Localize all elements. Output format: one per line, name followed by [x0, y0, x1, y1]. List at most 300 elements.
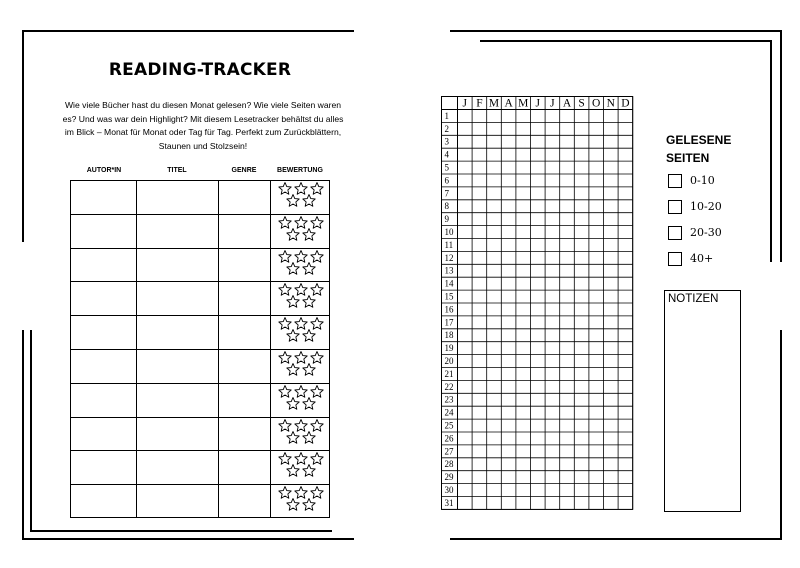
star-icon[interactable]	[303, 330, 315, 342]
tracker-cell[interactable]	[516, 187, 531, 200]
tracker-cell[interactable]	[574, 200, 589, 213]
tracker-cell[interactable]	[589, 497, 604, 510]
tracker-cell[interactable]	[472, 419, 487, 432]
tracker-cell[interactable]	[516, 200, 531, 213]
tracker-cell[interactable]	[589, 329, 604, 342]
tracker-cell[interactable]	[472, 393, 487, 406]
star-icon[interactable]	[303, 499, 315, 511]
tracker-cell[interactable]	[472, 368, 487, 381]
tracker-cell[interactable]	[574, 187, 589, 200]
tracker-cell[interactable]	[560, 200, 575, 213]
tracker-cell[interactable]	[516, 471, 531, 484]
tracker-cell[interactable]	[458, 290, 473, 303]
tracker-cell[interactable]	[545, 368, 560, 381]
tracker-cell[interactable]	[545, 226, 560, 239]
tracker-cell[interactable]	[618, 226, 633, 239]
tracker-cell[interactable]	[458, 355, 473, 368]
tracker-cell[interactable]	[487, 303, 502, 316]
rating-stars[interactable]	[277, 351, 325, 381]
tracker-cell[interactable]	[501, 419, 516, 432]
notes-box[interactable]	[664, 290, 741, 512]
tracker-cell[interactable]	[589, 290, 604, 303]
tracker-cell[interactable]	[501, 122, 516, 135]
tracker-cell[interactable]	[487, 264, 502, 277]
star-icon[interactable]	[303, 432, 315, 444]
tracker-cell[interactable]	[604, 187, 619, 200]
tracker-cell[interactable]	[560, 406, 575, 419]
star-icon[interactable]	[295, 183, 307, 195]
tracker-cell[interactable]	[501, 239, 516, 252]
tracker-cell[interactable]	[574, 380, 589, 393]
tracker-cell[interactable]	[531, 406, 546, 419]
legend-checkbox[interactable]	[668, 174, 682, 188]
tracker-cell[interactable]	[531, 484, 546, 497]
tracker-cell[interactable]	[604, 432, 619, 445]
tracker-cell[interactable]	[589, 432, 604, 445]
tracker-cell[interactable]	[487, 368, 502, 381]
tracker-cell[interactable]	[560, 174, 575, 187]
tracker-cell[interactable]	[604, 290, 619, 303]
tracker-cell[interactable]	[618, 200, 633, 213]
tracker-cell[interactable]	[501, 484, 516, 497]
tracker-cell[interactable]	[560, 122, 575, 135]
tracker-cell[interactable]	[574, 368, 589, 381]
tracker-cell[interactable]	[604, 251, 619, 264]
tracker-cell[interactable]	[516, 226, 531, 239]
tracker-cell[interactable]	[531, 226, 546, 239]
tracker-cell[interactable]	[545, 290, 560, 303]
tracker-cell[interactable]	[560, 251, 575, 264]
tracker-cell[interactable]	[458, 161, 473, 174]
tracker-cell[interactable]	[604, 277, 619, 290]
tracker-cell[interactable]	[458, 380, 473, 393]
legend-checkbox[interactable]	[668, 252, 682, 266]
tracker-cell[interactable]	[487, 380, 502, 393]
tracker-cell[interactable]	[472, 342, 487, 355]
tracker-cell[interactable]	[516, 445, 531, 458]
tracker-cell[interactable]	[458, 213, 473, 226]
tracker-cell[interactable]	[487, 406, 502, 419]
tracker-cell[interactable]	[458, 419, 473, 432]
tracker-cell[interactable]	[516, 380, 531, 393]
tracker-cell[interactable]	[574, 277, 589, 290]
tracker-cell[interactable]	[458, 277, 473, 290]
tracker-cell[interactable]	[501, 277, 516, 290]
tracker-cell[interactable]	[560, 148, 575, 161]
tracker-cell[interactable]	[618, 148, 633, 161]
tracker-cell[interactable]	[531, 342, 546, 355]
tracker-cell[interactable]	[560, 213, 575, 226]
tracker-cell[interactable]	[531, 122, 546, 135]
tracker-cell[interactable]	[516, 355, 531, 368]
tracker-cell[interactable]	[472, 122, 487, 135]
tracker-cell[interactable]	[516, 135, 531, 148]
tracker-cell[interactable]	[487, 471, 502, 484]
tracker-cell[interactable]	[589, 316, 604, 329]
tracker-cell[interactable]	[604, 445, 619, 458]
tracker-cell[interactable]	[531, 393, 546, 406]
tracker-cell[interactable]	[531, 497, 546, 510]
tracker-cell[interactable]	[458, 316, 473, 329]
tracker-cell[interactable]	[487, 226, 502, 239]
tracker-cell[interactable]	[560, 471, 575, 484]
tracker-cell[interactable]	[618, 122, 633, 135]
tracker-cell[interactable]	[501, 148, 516, 161]
tracker-cell[interactable]	[574, 497, 589, 510]
tracker-cell[interactable]	[560, 316, 575, 329]
tracker-cell[interactable]	[560, 290, 575, 303]
tracker-cell[interactable]	[501, 316, 516, 329]
tracker-cell[interactable]	[531, 316, 546, 329]
tracker-cell[interactable]	[545, 355, 560, 368]
star-icon[interactable]	[287, 296, 299, 308]
tracker-cell[interactable]	[604, 329, 619, 342]
tracker-cell[interactable]	[574, 148, 589, 161]
tracker-cell[interactable]	[589, 226, 604, 239]
tracker-cell[interactable]	[589, 187, 604, 200]
tracker-cell[interactable]	[545, 471, 560, 484]
tracker-cell[interactable]	[531, 161, 546, 174]
tracker-cell[interactable]	[501, 329, 516, 342]
tracker-cell[interactable]	[487, 290, 502, 303]
tracker-cell[interactable]	[560, 303, 575, 316]
tracker-cell[interactable]	[458, 484, 473, 497]
tracker-cell[interactable]	[472, 445, 487, 458]
rating-stars[interactable]	[277, 283, 325, 313]
star-icon[interactable]	[311, 284, 323, 296]
tracker-cell[interactable]	[618, 161, 633, 174]
tracker-cell[interactable]	[618, 497, 633, 510]
tracker-cell[interactable]	[458, 458, 473, 471]
tracker-cell[interactable]	[501, 174, 516, 187]
tracker-cell[interactable]	[501, 432, 516, 445]
tracker-cell[interactable]	[501, 342, 516, 355]
tracker-cell[interactable]	[472, 290, 487, 303]
tracker-cell[interactable]	[516, 484, 531, 497]
tracker-cell[interactable]	[604, 239, 619, 252]
tracker-cell[interactable]	[604, 393, 619, 406]
star-icon[interactable]	[295, 487, 307, 499]
tracker-cell[interactable]	[458, 368, 473, 381]
star-icon[interactable]	[303, 296, 315, 308]
tracker-cell[interactable]	[560, 419, 575, 432]
star-icon[interactable]	[295, 251, 307, 263]
star-icon[interactable]	[311, 251, 323, 263]
star-icon[interactable]	[303, 364, 315, 376]
tracker-cell[interactable]	[531, 355, 546, 368]
star-icon[interactable]	[311, 352, 323, 364]
tracker-cell[interactable]	[589, 122, 604, 135]
tracker-cell[interactable]	[458, 239, 473, 252]
tracker-cell[interactable]	[604, 406, 619, 419]
tracker-cell[interactable]	[487, 355, 502, 368]
tracker-cell[interactable]	[516, 174, 531, 187]
star-icon[interactable]	[303, 398, 315, 410]
star-icon[interactable]	[287, 499, 299, 511]
tracker-cell[interactable]	[545, 239, 560, 252]
tracker-cell[interactable]	[589, 342, 604, 355]
tracker-cell[interactable]	[560, 110, 575, 123]
tracker-cell[interactable]	[472, 355, 487, 368]
tracker-cell[interactable]	[574, 329, 589, 342]
tracker-cell[interactable]	[531, 239, 546, 252]
tracker-cell[interactable]	[472, 432, 487, 445]
tracker-cell[interactable]	[516, 290, 531, 303]
tracker-cell[interactable]	[516, 148, 531, 161]
tracker-cell[interactable]	[589, 303, 604, 316]
tracker-cell[interactable]	[501, 226, 516, 239]
tracker-cell[interactable]	[458, 264, 473, 277]
tracker-cell[interactable]	[501, 368, 516, 381]
tracker-cell[interactable]	[618, 380, 633, 393]
tracker-cell[interactable]	[531, 380, 546, 393]
tracker-cell[interactable]	[516, 406, 531, 419]
tracker-cell[interactable]	[501, 445, 516, 458]
tracker-cell[interactable]	[604, 355, 619, 368]
tracker-cell[interactable]	[604, 303, 619, 316]
tracker-cell[interactable]	[618, 329, 633, 342]
tracker-cell[interactable]	[487, 251, 502, 264]
tracker-cell[interactable]	[589, 174, 604, 187]
tracker-cell[interactable]	[618, 355, 633, 368]
tracker-cell[interactable]	[487, 484, 502, 497]
tracker-cell[interactable]	[531, 419, 546, 432]
tracker-cell[interactable]	[574, 135, 589, 148]
tracker-cell[interactable]	[545, 174, 560, 187]
star-icon[interactable]	[279, 183, 291, 195]
tracker-cell[interactable]	[560, 239, 575, 252]
tracker-cell[interactable]	[516, 110, 531, 123]
tracker-cell[interactable]	[560, 135, 575, 148]
tracker-cell[interactable]	[574, 432, 589, 445]
star-icon[interactable]	[279, 284, 291, 296]
tracker-cell[interactable]	[560, 497, 575, 510]
tracker-cell[interactable]	[560, 342, 575, 355]
tracker-cell[interactable]	[516, 342, 531, 355]
tracker-cell[interactable]	[589, 251, 604, 264]
tracker-cell[interactable]	[560, 458, 575, 471]
tracker-cell[interactable]	[545, 213, 560, 226]
tracker-cell[interactable]	[618, 393, 633, 406]
tracker-cell[interactable]	[487, 174, 502, 187]
tracker-cell[interactable]	[458, 445, 473, 458]
tracker-cell[interactable]	[501, 471, 516, 484]
tracker-cell[interactable]	[545, 303, 560, 316]
tracker-cell[interactable]	[604, 174, 619, 187]
tracker-cell[interactable]	[487, 187, 502, 200]
tracker-cell[interactable]	[516, 122, 531, 135]
tracker-cell[interactable]	[574, 355, 589, 368]
tracker-cell[interactable]	[501, 135, 516, 148]
tracker-cell[interactable]	[589, 148, 604, 161]
tracker-cell[interactable]	[589, 458, 604, 471]
tracker-cell[interactable]	[472, 264, 487, 277]
tracker-cell[interactable]	[531, 303, 546, 316]
tracker-cell[interactable]	[487, 135, 502, 148]
tracker-cell[interactable]	[604, 200, 619, 213]
tracker-cell[interactable]	[531, 110, 546, 123]
tracker-cell[interactable]	[574, 290, 589, 303]
tracker-cell[interactable]	[618, 432, 633, 445]
tracker-cell[interactable]	[501, 303, 516, 316]
tracker-cell[interactable]	[618, 406, 633, 419]
tracker-cell[interactable]	[501, 213, 516, 226]
star-icon[interactable]	[287, 364, 299, 376]
tracker-cell[interactable]	[545, 251, 560, 264]
tracker-cell[interactable]	[618, 135, 633, 148]
tracker-cell[interactable]	[458, 471, 473, 484]
star-icon[interactable]	[295, 318, 307, 330]
tracker-cell[interactable]	[531, 135, 546, 148]
tracker-cell[interactable]	[618, 174, 633, 187]
tracker-cell[interactable]	[589, 393, 604, 406]
star-icon[interactable]	[303, 229, 315, 241]
tracker-cell[interactable]	[472, 239, 487, 252]
tracker-cell[interactable]	[531, 368, 546, 381]
tracker-cell[interactable]	[545, 277, 560, 290]
tracker-cell[interactable]	[604, 226, 619, 239]
tracker-cell[interactable]	[501, 497, 516, 510]
tracker-cell[interactable]	[574, 406, 589, 419]
tracker-cell[interactable]	[574, 239, 589, 252]
star-icon[interactable]	[295, 217, 307, 229]
tracker-cell[interactable]	[501, 380, 516, 393]
tracker-cell[interactable]	[472, 174, 487, 187]
tracker-cell[interactable]	[560, 432, 575, 445]
tracker-cell[interactable]	[472, 148, 487, 161]
tracker-cell[interactable]	[531, 458, 546, 471]
tracker-cell[interactable]	[472, 226, 487, 239]
star-icon[interactable]	[279, 487, 291, 499]
tracker-cell[interactable]	[487, 239, 502, 252]
tracker-cell[interactable]	[604, 419, 619, 432]
tracker-cell[interactable]	[574, 122, 589, 135]
tracker-cell[interactable]	[618, 290, 633, 303]
tracker-cell[interactable]	[545, 200, 560, 213]
tracker-cell[interactable]	[604, 122, 619, 135]
star-icon[interactable]	[295, 352, 307, 364]
tracker-cell[interactable]	[531, 329, 546, 342]
star-icon[interactable]	[303, 195, 315, 207]
tracker-cell[interactable]	[545, 122, 560, 135]
tracker-cell[interactable]	[618, 484, 633, 497]
tracker-cell[interactable]	[501, 161, 516, 174]
tracker-cell[interactable]	[618, 187, 633, 200]
tracker-cell[interactable]	[560, 264, 575, 277]
tracker-cell[interactable]	[472, 303, 487, 316]
tracker-cell[interactable]	[604, 368, 619, 381]
tracker-cell[interactable]	[501, 355, 516, 368]
tracker-cell[interactable]	[531, 187, 546, 200]
tracker-cell[interactable]	[458, 174, 473, 187]
tracker-cell[interactable]	[487, 497, 502, 510]
tracker-cell[interactable]	[604, 342, 619, 355]
tracker-cell[interactable]	[545, 419, 560, 432]
tracker-cell[interactable]	[560, 445, 575, 458]
tracker-cell[interactable]	[604, 497, 619, 510]
tracker-cell[interactable]	[458, 200, 473, 213]
tracker-cell[interactable]	[618, 368, 633, 381]
tracker-cell[interactable]	[574, 471, 589, 484]
tracker-cell[interactable]	[545, 187, 560, 200]
tracker-cell[interactable]	[516, 497, 531, 510]
tracker-cell[interactable]	[516, 458, 531, 471]
tracker-cell[interactable]	[604, 380, 619, 393]
tracker-cell[interactable]	[516, 419, 531, 432]
tracker-cell[interactable]	[531, 213, 546, 226]
tracker-cell[interactable]	[501, 187, 516, 200]
tracker-cell[interactable]	[458, 251, 473, 264]
star-icon[interactable]	[287, 229, 299, 241]
tracker-cell[interactable]	[589, 110, 604, 123]
tracker-cell[interactable]	[487, 122, 502, 135]
tracker-cell[interactable]	[589, 239, 604, 252]
tracker-cell[interactable]	[560, 355, 575, 368]
tracker-cell[interactable]	[516, 264, 531, 277]
tracker-cell[interactable]	[487, 200, 502, 213]
tracker-cell[interactable]	[501, 393, 516, 406]
tracker-cell[interactable]	[472, 497, 487, 510]
star-icon[interactable]	[311, 318, 323, 330]
star-icon[interactable]	[295, 386, 307, 398]
tracker-cell[interactable]	[531, 251, 546, 264]
tracker-cell[interactable]	[560, 277, 575, 290]
tracker-cell[interactable]	[545, 264, 560, 277]
tracker-cell[interactable]	[531, 432, 546, 445]
tracker-cell[interactable]	[501, 406, 516, 419]
star-icon[interactable]	[287, 398, 299, 410]
tracker-cell[interactable]	[472, 471, 487, 484]
tracker-cell[interactable]	[472, 161, 487, 174]
tracker-cell[interactable]	[545, 342, 560, 355]
tracker-cell[interactable]	[560, 484, 575, 497]
tracker-cell[interactable]	[472, 406, 487, 419]
tracker-cell[interactable]	[574, 251, 589, 264]
tracker-cell[interactable]	[458, 135, 473, 148]
tracker-cell[interactable]	[487, 432, 502, 445]
tracker-cell[interactable]	[487, 445, 502, 458]
tracker-cell[interactable]	[618, 264, 633, 277]
tracker-cell[interactable]	[487, 161, 502, 174]
legend-checkbox[interactable]	[668, 200, 682, 214]
tracker-cell[interactable]	[574, 445, 589, 458]
tracker-cell[interactable]	[560, 226, 575, 239]
tracker-cell[interactable]	[574, 484, 589, 497]
star-icon[interactable]	[311, 217, 323, 229]
tracker-cell[interactable]	[574, 393, 589, 406]
tracker-cell[interactable]	[589, 484, 604, 497]
tracker-cell[interactable]	[545, 497, 560, 510]
tracker-cell[interactable]	[574, 226, 589, 239]
tracker-cell[interactable]	[531, 471, 546, 484]
rating-stars[interactable]	[277, 182, 325, 212]
tracker-cell[interactable]	[618, 213, 633, 226]
star-icon[interactable]	[279, 251, 291, 263]
tracker-cell[interactable]	[472, 316, 487, 329]
tracker-cell[interactable]	[618, 445, 633, 458]
tracker-cell[interactable]	[560, 380, 575, 393]
tracker-cell[interactable]	[458, 393, 473, 406]
tracker-cell[interactable]	[604, 110, 619, 123]
tracker-cell[interactable]	[545, 380, 560, 393]
tracker-cell[interactable]	[574, 174, 589, 187]
tracker-cell[interactable]	[560, 393, 575, 406]
tracker-cell[interactable]	[487, 277, 502, 290]
tracker-cell[interactable]	[472, 484, 487, 497]
tracker-cell[interactable]	[618, 316, 633, 329]
tracker-cell[interactable]	[604, 264, 619, 277]
star-icon[interactable]	[295, 420, 307, 432]
